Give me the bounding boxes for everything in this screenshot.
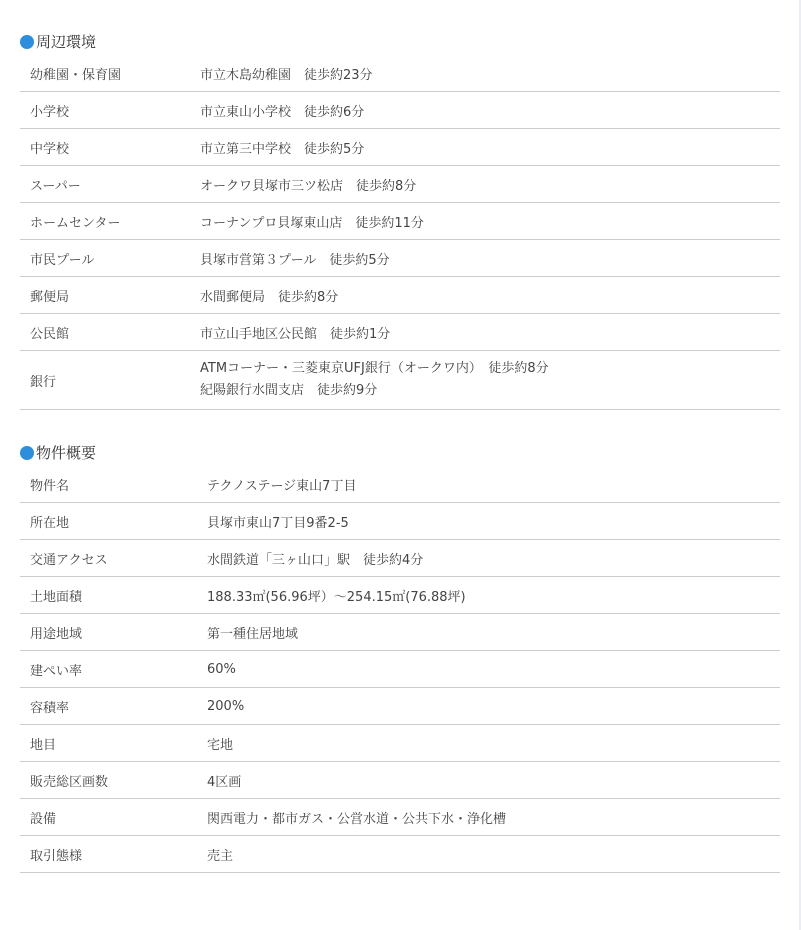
environment-heading	[20, 29, 780, 55]
table-row	[20, 277, 780, 314]
row-value: 市立木島幼稚園 徒歩約23分	[200, 67, 373, 83]
row-value: コーナンプロ貝塚東山店 徒歩約11分	[200, 215, 424, 231]
table-row	[20, 466, 780, 503]
table-row	[20, 614, 780, 651]
row-value: 貝塚市東山7丁目9番2-5	[207, 515, 349, 531]
environment-section	[20, 29, 780, 410]
row-value: 宅地	[207, 737, 234, 753]
row-value: 188.33㎡(56.96坪）～254.15㎡(76.88坪)	[207, 589, 466, 605]
row-value: テクノステージ東山7丁目	[207, 478, 357, 494]
row-value-line: ATMコーナー・三菱東京UFJ銀行（オークワ内） 徒歩約8分	[200, 361, 549, 376]
row-label: 郵便局	[30, 289, 70, 305]
row-value: 水間鉄道「三ヶ山口」駅 徒歩約4分	[207, 552, 424, 568]
table-row	[20, 351, 780, 410]
row-label: 市民プール	[30, 252, 95, 268]
row-label: 交通アクセス	[30, 552, 108, 568]
row-label: 地目	[30, 737, 57, 753]
row-label: 販売総区画数	[30, 774, 109, 790]
table-row	[20, 725, 780, 762]
row-label: 中学校	[30, 141, 70, 157]
table-row	[20, 92, 780, 129]
row-value: 200%	[207, 698, 245, 714]
row-label: 取引態様	[30, 848, 83, 864]
table-row	[20, 129, 780, 166]
row-label: 所在地	[30, 515, 70, 531]
row-label: 用途地域	[30, 626, 83, 642]
table-row	[20, 55, 780, 92]
row-value: 水間郵便局 徒歩約8分	[200, 289, 339, 305]
environment-title: 周辺環境	[36, 33, 97, 51]
row-label: 銀行	[30, 374, 57, 390]
row-value: 4区画	[207, 774, 242, 790]
row-value: オークワ貝塚市三ツ松店 徒歩約8分	[200, 178, 417, 194]
row-value: 第一種住居地域	[207, 626, 299, 642]
row-value-line: 紀陽銀行水間支店 徒歩約9分	[200, 383, 378, 398]
row-label: 設備	[30, 811, 57, 827]
row-value: 市立東山小学校 徒歩約6分	[200, 104, 365, 120]
row-value	[200, 358, 780, 402]
row-value: 60%	[207, 661, 236, 677]
row-label: 幼稚園・保育園	[30, 67, 122, 83]
bullet-dot-icon	[20, 35, 34, 49]
environment-table	[20, 55, 780, 410]
table-row	[20, 762, 780, 799]
table-row	[20, 651, 780, 688]
property-heading	[20, 440, 780, 466]
row-label: 小学校	[30, 104, 70, 120]
row-label: ホームセンター	[30, 215, 121, 231]
table-row	[20, 503, 780, 540]
table-row	[20, 688, 780, 725]
property-section	[20, 440, 780, 873]
row-value: 関西電力・都市ガス・公営水道・公共下水・浄化槽	[207, 811, 507, 827]
property-table	[20, 466, 780, 873]
row-label: 容積率	[30, 700, 70, 716]
table-row	[20, 314, 780, 351]
row-label: 物件名	[30, 478, 70, 494]
row-label: 公民館	[30, 326, 70, 342]
table-row	[20, 203, 780, 240]
row-value: 売主	[207, 848, 234, 864]
table-row	[20, 577, 780, 614]
row-label: 建ぺい率	[30, 663, 83, 679]
property-title: 物件概要	[36, 444, 97, 462]
table-row	[20, 799, 780, 836]
bullet-dot-icon	[20, 446, 34, 460]
row-label: 土地面積	[30, 589, 83, 605]
table-row	[20, 240, 780, 277]
table-row	[20, 836, 780, 873]
row-label: スーパー	[30, 178, 81, 194]
row-value: 貝塚市営第３プール 徒歩約5分	[200, 252, 390, 268]
table-row	[20, 166, 780, 203]
table-row	[20, 540, 780, 577]
row-value: 市立第三中学校 徒歩約5分	[200, 141, 365, 157]
row-value: 市立山手地区公民館 徒歩約1分	[200, 326, 391, 342]
